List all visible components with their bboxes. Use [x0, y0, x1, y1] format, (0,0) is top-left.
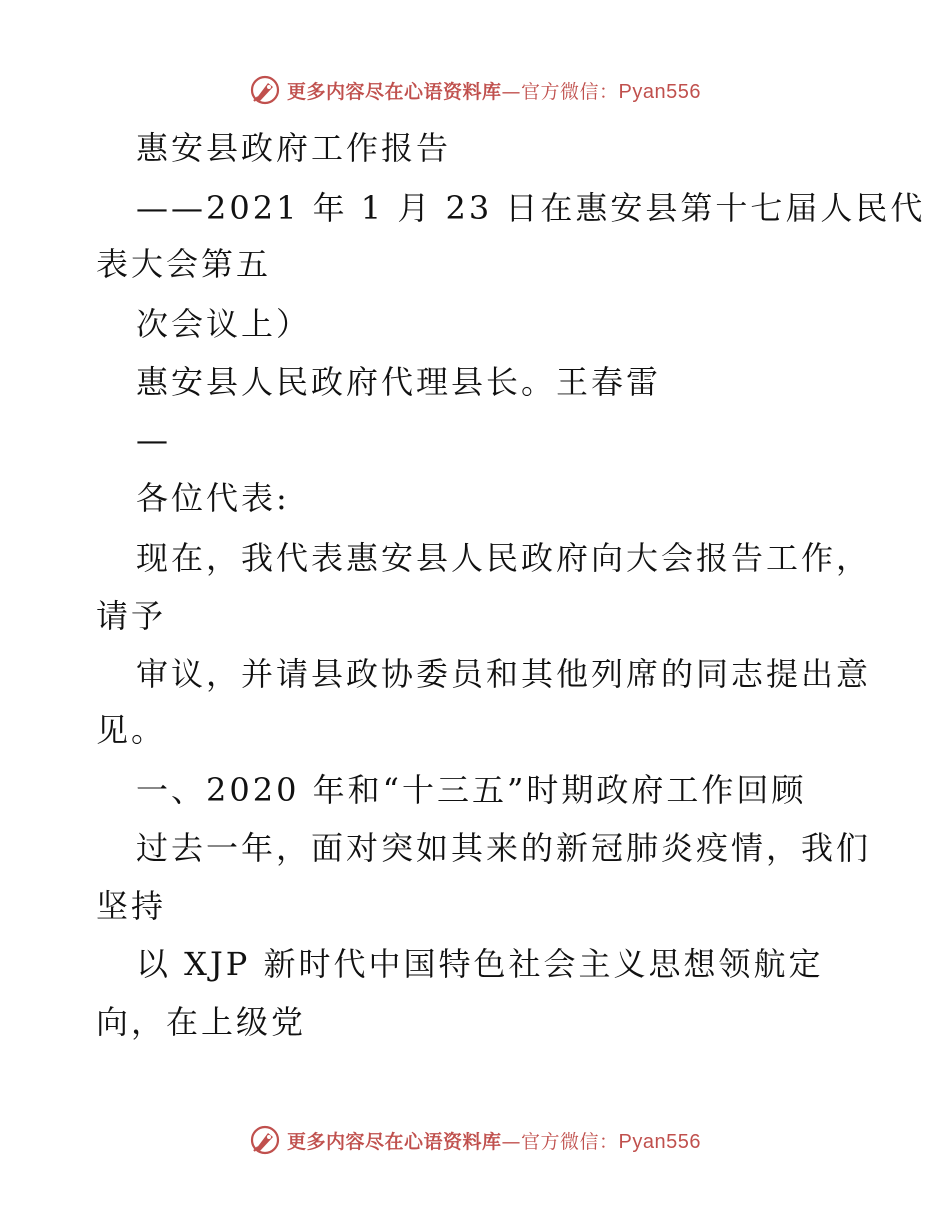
doc-author: 惠安县人民政府代理县长。王春雷	[136, 363, 662, 401]
watermark-weixin-id: Pyan556	[618, 1130, 701, 1153]
watermark-site-name: 更多内容尽在心语资料库	[287, 1130, 502, 1153]
doc-subtitle-line-1: ——2021 年 1 月 23 日在惠安县第十七届人民代	[136, 189, 926, 227]
pen-nib-logo-icon	[249, 74, 281, 106]
doc-separator: —	[136, 421, 171, 459]
doc-section-heading: 一、2020 年和“十三五”时期政府工作回顾	[136, 771, 807, 809]
doc-paragraph-line: 见。	[96, 711, 167, 749]
footer-watermark-banner	[0, 1120, 950, 1160]
watermark-dash: —	[501, 80, 522, 103]
header-watermark	[249, 74, 701, 106]
watermark-weixin-label: 官方微信：	[521, 80, 619, 103]
doc-salutation: 各位代表:	[136, 479, 290, 517]
doc-paragraph-line: 坚持	[96, 887, 167, 925]
watermark-weixin-id: Pyan556	[618, 80, 701, 103]
watermark-weixin-label: 官方微信：	[521, 1130, 619, 1153]
doc-paragraph-line: 以 XJP 新时代中国特色社会主义思想领航定	[136, 945, 824, 983]
pen-nib-logo-icon	[249, 1124, 281, 1156]
doc-title: 惠安县政府工作报告	[136, 129, 452, 167]
header-watermark-banner	[0, 70, 950, 110]
doc-subtitle-line-3: 次会议上）	[136, 305, 312, 343]
footer-watermark	[249, 1124, 701, 1156]
doc-subtitle-line-2: 表大会第五	[96, 245, 272, 283]
doc-paragraph-line: 审议，并请县政协委员和其他列席的同志提出意	[136, 655, 872, 693]
watermark-dash: —	[501, 1130, 522, 1153]
doc-paragraph-line: 现在，我代表惠安县人民政府向大会报告工作，	[136, 539, 872, 577]
doc-paragraph-line: 过去一年，面对突如其来的新冠肺炎疫情，我们	[136, 829, 872, 867]
doc-paragraph-line: 向，在上级党	[96, 1003, 307, 1041]
watermark-site-name: 更多内容尽在心语资料库	[287, 80, 502, 103]
doc-paragraph-line: 请予	[96, 597, 167, 635]
